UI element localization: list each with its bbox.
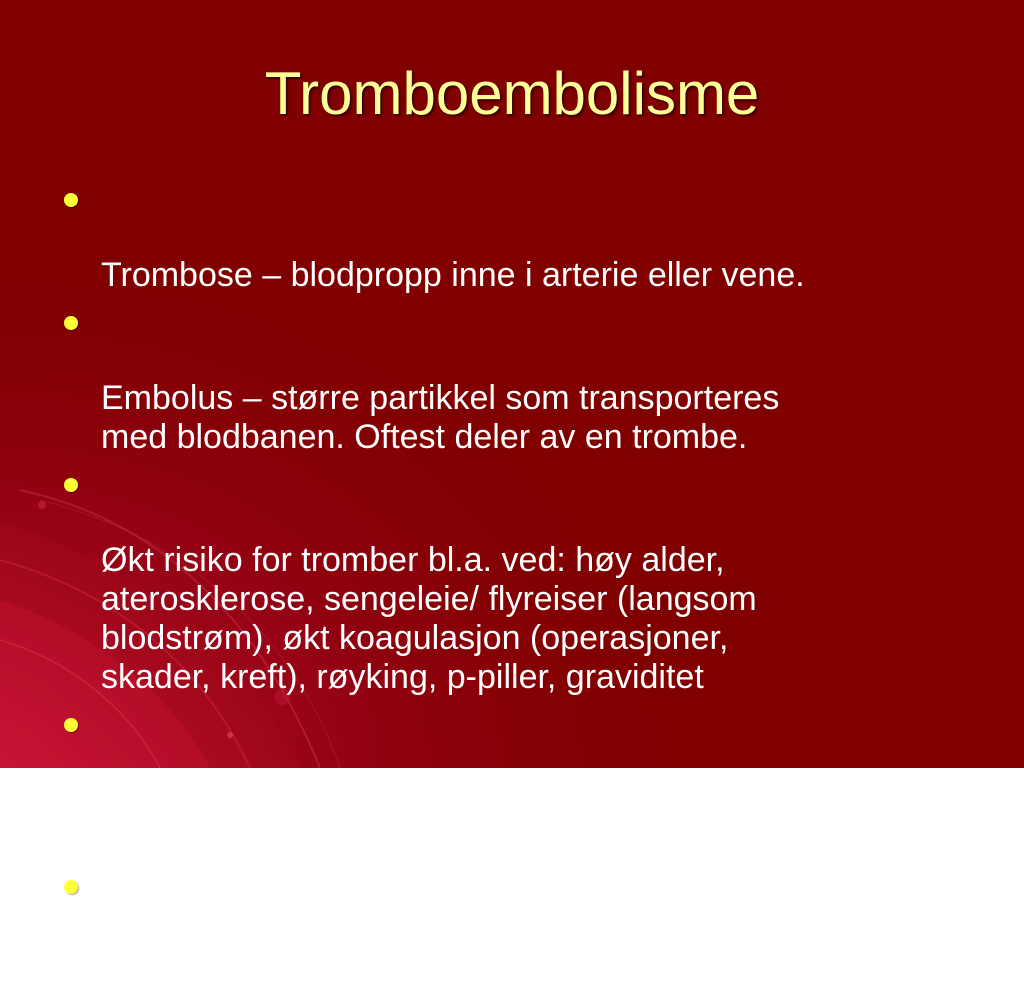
bullet-dot-icon (64, 718, 78, 732)
bullet-item (62, 178, 962, 295)
bullet-list (62, 178, 962, 988)
bullet-item (62, 703, 962, 859)
bullet-text: Trombose – blodpropp inne i arterie eller vene. (101, 256, 805, 294)
bullet-text: Dyp venetrombose kan gi lungeemboli (101, 943, 680, 981)
bullet-dot-icon (64, 478, 78, 492)
slide-title: Tromboembolisme (264, 60, 760, 127)
bullet-dot-icon (64, 316, 78, 330)
bullet-text: Embolus – større partikkel som transporteres med blodbanen. Oftest deler av en trombe. (101, 379, 780, 456)
bullet-dot-icon (64, 193, 78, 207)
bullet-item (62, 301, 962, 457)
bullet-dot-icon (64, 880, 78, 894)
bullet-text: Faren ved arterielle tromber/ embolier: stopp i blodtilførselen => infarkt (101, 781, 789, 858)
bullet-item (62, 463, 962, 697)
bullet-text: Økt risiko for tromber bl.a. ved: høy alder, aterosklerose, sengeleie/ flyreiser (langsom blodstrøm), økt koagulasjon (operasjoner, skader, kreft), røyking, p-piller, graviditet (101, 541, 757, 696)
bullet-item (62, 865, 962, 982)
